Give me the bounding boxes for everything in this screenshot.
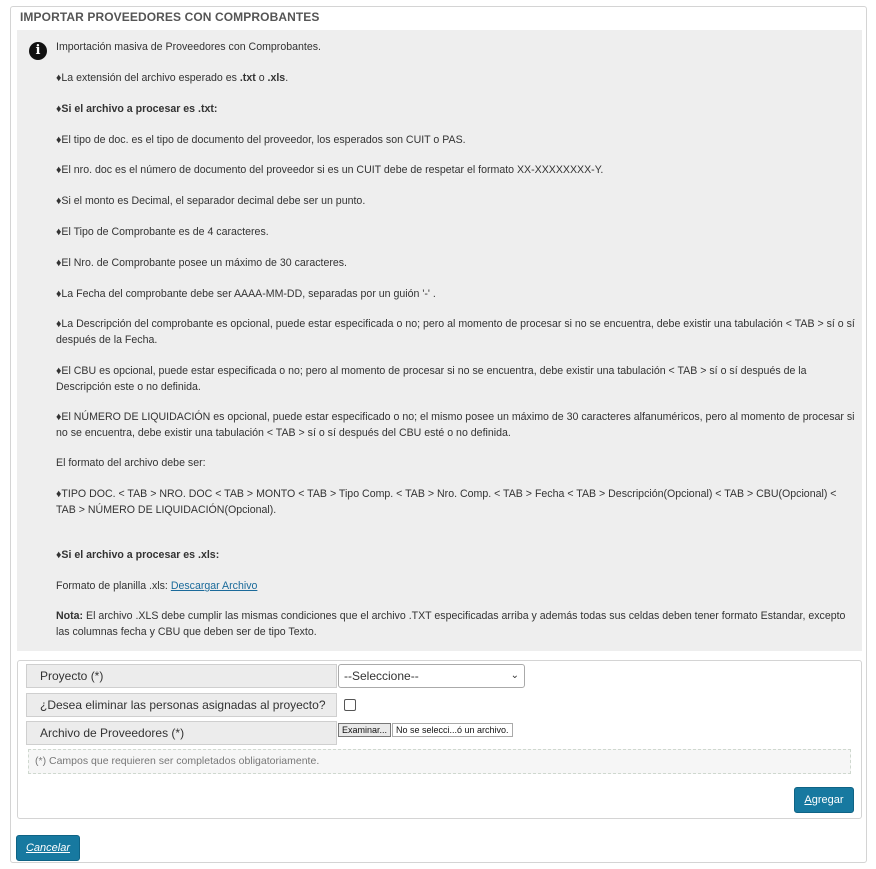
proyecto-label: Proyecto (*) <box>26 664 337 688</box>
info-format: ♦TIPO DOC. < TAB > NRO. DOC < TAB > MONTO < TAB > Tipo Comp. < TAB > Nro. Comp. < TAB > Fecha < TAB > Descripción(Opcional) < TAB > CBU(Opcional) < TAB > NÚMERO DE LIQUIDACIÓN(Opcional). <box>56 488 837 516</box>
browse-file-button[interactable]: Examinar... <box>338 723 391 737</box>
info-xls-heading: ♦Si el archivo a procesar es .xls: <box>56 549 220 561</box>
file-status: No se selecci...ó un archivo. <box>392 723 513 737</box>
download-file-link[interactable]: Descargar Archivo <box>170 580 258 592</box>
import-panel <box>10 6 867 863</box>
eliminar-label: ¿Desea eliminar las personas asignadas al proyecto? <box>26 693 337 717</box>
info-intro: Importación masiva de Proveedores con Comprobantes. <box>56 41 321 53</box>
eliminar-checkbox[interactable] <box>344 699 356 711</box>
info-comp-number: ♦El Nro. de Comprobante posee un máximo de 30 caracteres. <box>56 257 347 269</box>
proyecto-select[interactable]: --Seleccione-- ⌄ <box>338 664 525 688</box>
info-comp-type: ♦El Tipo de Comprobante es de 4 caracteres. <box>56 226 269 238</box>
info-txt-heading: ♦Si el archivo a procesar es .txt: <box>56 103 218 115</box>
panel-title: IMPORTAR PROVEEDORES CON COMPROBANTES <box>20 10 320 24</box>
info-box <box>17 30 862 651</box>
info-description: ♦La Descripción del comprobante es opcional, puede estar especificada o no; pero al momento de procesar si no se encuentra, debe existir una tabulación < TAB > sí o sí después de la Fecha. <box>56 318 855 346</box>
chevron-down-icon: ⌄ <box>510 670 519 681</box>
info-format-title: El formato del archivo debe ser: <box>56 457 206 469</box>
info-liquidacion: ♦El NÚMERO DE LIQUIDACIÓN es opcional, puede estar especificado o no; el mismo posee un máximo de 30 caracteres alfanuméricos, pero al momento de procesar si no se encuentra, debe existir una tabulación < TAB > sí o sí después del CBU esté o no definida. <box>56 411 855 439</box>
info-cbu: ♦El CBU es opcional, puede estar especificada o no; pero al momento de procesar si no se encuentra, debe existir una tabulación < TAB > sí o sí después de la Descripción este o no definida. <box>56 365 807 393</box>
info-extension: ♦La extensión del archivo esperado es .txt o .xls. <box>56 72 289 84</box>
agregar-button[interactable]: Agregar <box>794 787 854 813</box>
info-xls-format: Formato de planilla .xls: Descargar Archivo <box>56 580 258 592</box>
info-amount: ♦Si el monto es Decimal, el separador decimal debe ser un punto. <box>56 195 366 207</box>
info-doc-type: ♦El tipo de doc. es el tipo de documento del proveedor, los esperados son CUIT o PAS. <box>56 134 466 146</box>
info-date: ♦La Fecha del comprobante debe ser AAAA-MM-DD, separadas por un guión '-' . <box>56 288 436 300</box>
required-note: (*) Campos que requieren ser completados obligatoriamente. <box>28 749 851 774</box>
info-icon: i <box>29 42 47 60</box>
cancelar-button[interactable]: Cancelar <box>16 835 80 861</box>
archivo-label: Archivo de Proveedores (*) <box>26 721 337 745</box>
form-box <box>17 660 862 819</box>
info-note: Nota: El archivo .XLS debe cumplir las mismas condiciones que el archivo .TXT especificadas arriba y además todas sus celdas deben tener formato Estandar, excepto las columnas fecha y CBU que deben ser de tipo Texto. <box>56 610 846 638</box>
info-doc-number: ♦El nro. doc es el número de documento del proveedor si es un CUIT debe de respetar el formato XX-XXXXXXXX-Y. <box>56 164 604 176</box>
